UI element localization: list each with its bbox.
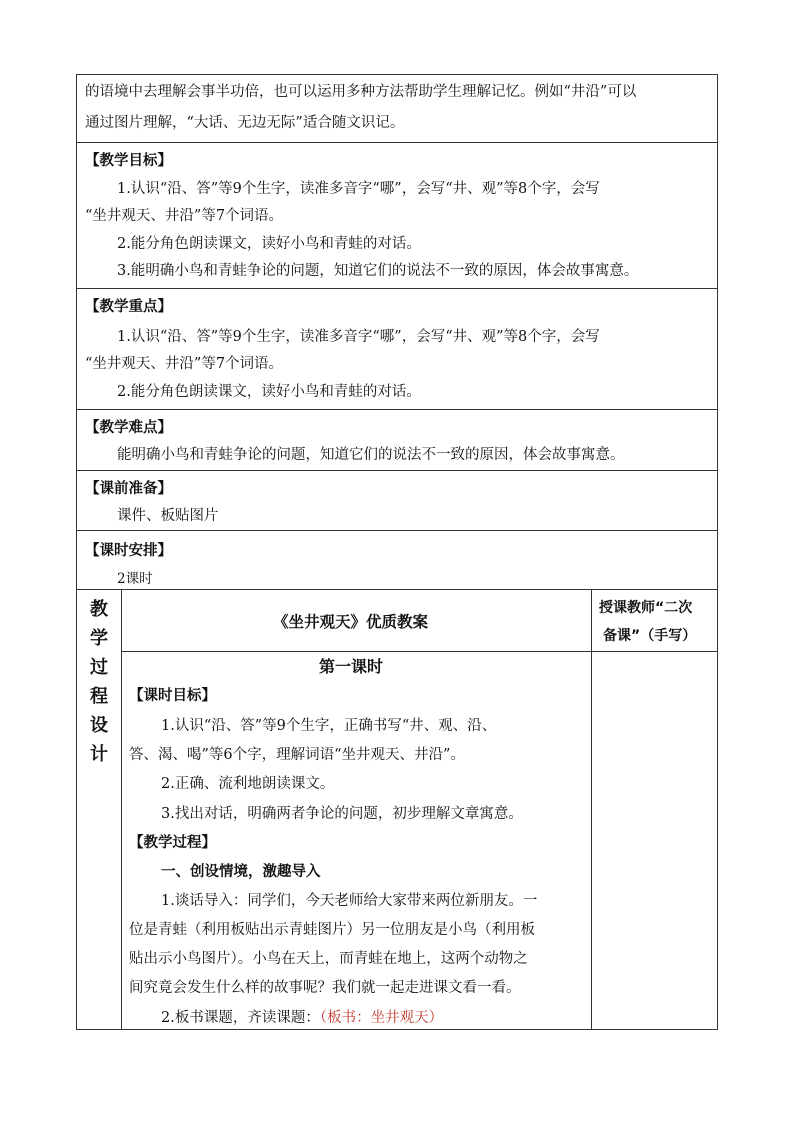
lesson-goals-heading: 【课时目标】 <box>129 688 216 704</box>
goal-line: 2.能分角色朗读课文，读好小鸟和青蛙的对话。 <box>117 236 421 252</box>
step-line: 1.谈话导入：同学们，今天老师给大家带来两位新朋友。一 <box>161 893 538 909</box>
focus-section <box>77 289 717 410</box>
focus-line: 2.能分角色朗读课文，读好小鸟和青蛙的对话。 <box>117 384 421 400</box>
goals-section <box>77 143 717 289</box>
section-heading: 【课时安排】 <box>85 543 172 559</box>
step-line: 贴出示小鸟图片）。小鸟在天上，而青蛙在地上，这两个动物之 <box>129 951 528 967</box>
process-heading: 【教学过程】 <box>129 835 216 851</box>
section-heading: 【课前准备】 <box>85 481 172 497</box>
section-heading: 【教学目标】 <box>85 153 172 169</box>
section-heading: 【教学难点】 <box>85 420 172 436</box>
lesson-goal-line: 答、渴、喝”等6个字，理解词语“坐井观天、井沿”。 <box>129 747 465 763</box>
process-side-label: 教 学 过 程 设 计 <box>90 599 108 765</box>
intro-section <box>77 75 717 143</box>
focus-line: 1.认识“沿、答”等9个生字，读准多音字“哪”，会写“井、观”等8个字，会写 <box>117 329 600 345</box>
focus-line: “坐井观天、井沿”等7个词语。 <box>85 356 284 372</box>
lesson-goal-line: 2.正确、流利地朗读课文。 <box>161 776 335 792</box>
goal-line: 3.能明确小鸟和青蛙争论的问题，知道它们的说法不一致的原因，体会故事寓意。 <box>117 263 639 279</box>
step-line: 位是青蛙（利用板贴出示青蛙图片）另一位朋友是小鸟（利用板 <box>129 922 535 938</box>
row-divider <box>121 651 717 652</box>
schedule-line: 2课时 <box>117 571 153 587</box>
lesson-plan-table <box>76 74 718 1030</box>
column-divider <box>121 590 122 1030</box>
goal-line: 1.认识“沿、答”等9个生字，读准多音字“哪”，会写“井、观”等8个字，会写 <box>117 181 600 197</box>
lesson-goal-line: 1.认识“沿、答”等9个生字，正确书写“井、观、沿、 <box>161 718 497 734</box>
intro-line: 通过图片理解，“大话、无边无际”适合随文识记。 <box>85 115 405 131</box>
intro-line: 的语境中去理解会事半功倍，也可以运用多种方法帮助学生理解记忆。例如“井沿”可以 <box>85 84 637 100</box>
lesson-goal-line: 3.找出对话，明确两者争论的问题，初步理解文章寓意。 <box>161 806 523 822</box>
difficulty-line: 能明确小鸟和青蛙争论的问题，知道它们的说法不一致的原因，体会故事寓意。 <box>117 447 625 463</box>
schedule-section <box>77 531 717 590</box>
step-line: 间究竟会发生什么样的故事呢？我们就一起走进课文看一看。 <box>129 980 521 996</box>
teacher-column-header: 备课”（手写） <box>603 628 697 644</box>
step-heading: 一、创设情境，激趣导入 <box>161 864 321 880</box>
difficulty-section <box>77 410 717 471</box>
step-line <box>161 1008 443 1028</box>
prep-section <box>77 471 717 531</box>
goal-line: “坐井观天、井沿”等7个词语。 <box>85 208 284 224</box>
teacher-column-header: 授课教师“二次 <box>599 600 693 616</box>
section-heading: 【教学重点】 <box>85 299 172 315</box>
plan-title: 《坐井观天》优质教案 <box>273 613 429 631</box>
board-note: （板书：坐井观天） <box>319 1010 444 1026</box>
prep-line: 课件、板贴图片 <box>117 508 219 524</box>
column-divider <box>591 590 592 1030</box>
lesson-title: 第一课时 <box>319 657 384 676</box>
step2-text: 2.板书课题，齐读课题： <box>161 1010 320 1026</box>
